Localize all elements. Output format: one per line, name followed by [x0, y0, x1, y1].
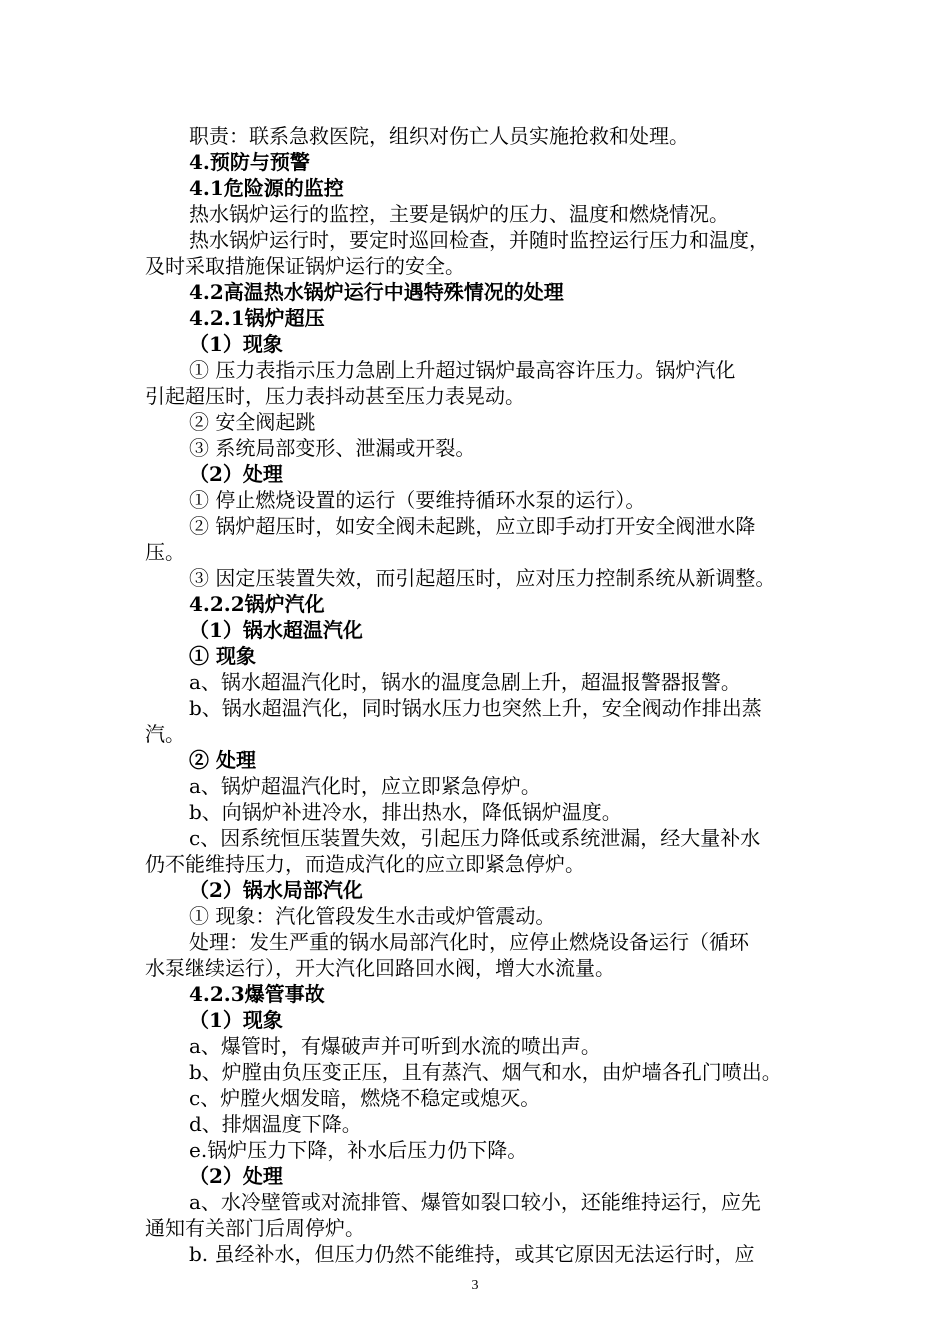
text-line: ① 停止燃烧设置的运行（要维持循环水泵的运行）。: [189, 488, 646, 512]
text-line: ③ 因定压装置失效，而引起超压时，应对压力控制系统从新调整。: [189, 566, 776, 590]
text-line: ① 现象：汽化管段发生水击或炉管震动。: [189, 904, 556, 928]
subsection-heading: （2）处理: [189, 462, 283, 486]
text-line: d、排烟温度下降。: [189, 1112, 362, 1136]
section-heading: 4.2高温热水锅炉运行中遇特殊情况的处理: [189, 280, 564, 304]
text-line: b、向锅炉补进冷水，排出热水，降低锅炉温度。: [189, 800, 622, 824]
subsection-heading: （2）处理: [189, 1164, 283, 1188]
text-line: 水泵继续运行），开大汽化回路回水阀，增大水流量。: [145, 956, 615, 980]
section-heading: 4.2.3爆管事故: [189, 982, 325, 1006]
subsection-heading: （1）锅水超温汽化: [189, 618, 363, 642]
subsection-heading: （1）现象: [189, 332, 283, 356]
text-line: b. 虽经补水，但压力仍然不能维持，或其它原因无法运行时，应: [189, 1242, 755, 1266]
section-heading: 4.2.2锅炉汽化: [189, 592, 325, 616]
text-line: e.锅炉压力下降，补水后压力仍下降。: [189, 1138, 528, 1162]
text-line: 仍不能维持压力，而造成汽化的应立即紧急停炉。: [145, 852, 585, 876]
section-heading: 4.1危险源的监控: [189, 176, 344, 200]
text-line: a、锅水超温汽化时，锅水的温度急剧上升，超温报警器报警。: [189, 670, 741, 694]
text-line: ② 安全阀起跳: [189, 410, 316, 434]
text-line: 通知有关部门后周停炉。: [145, 1216, 365, 1240]
text-line: 引起超压时，压力表抖动甚至压力表晃动。: [145, 384, 525, 408]
text-line: a、水冷壁管或对流排管、爆管如裂口较小，还能维持运行，应先: [189, 1190, 761, 1214]
text-line: c、炉膛火烟发暗，燃烧不稳定或熄灭。: [189, 1086, 541, 1110]
page-number: 3: [471, 1278, 479, 1293]
text-line: a、爆管时，有爆破声并可听到水流的喷出声。: [189, 1034, 601, 1058]
text-line: ① 压力表指示压力急剧上升超过锅炉最高容许压力。锅炉汽化: [189, 358, 736, 382]
subsection-heading: ② 处理: [189, 748, 256, 772]
text-line: c、因系统恒压装置失效，引起压力降低或系统泄漏，经大量补水: [189, 826, 761, 850]
subsection-heading: （1）现象: [189, 1008, 283, 1032]
text-line: 汽。: [145, 722, 185, 746]
text-line: b、炉膛由负压变正压，且有蒸汽、烟气和水，由炉墙各孔门喷出。: [189, 1060, 782, 1084]
text-line: b、锅水超温汽化，同时锅水压力也突然上升，安全阀动作排出蒸: [189, 696, 762, 720]
subsection-heading: （2）锅水局部汽化: [189, 878, 363, 902]
text-line: 压。: [145, 540, 185, 564]
text-line: a、锅炉超温汽化时，应立即紧急停炉。: [189, 774, 541, 798]
text-line: 及时采取措施保证锅炉运行的安全。: [145, 254, 465, 278]
section-heading: 4.预防与预警: [189, 150, 310, 174]
text-line: 热水锅炉运行的监控，主要是锅炉的压力、温度和燃烧情况。: [189, 202, 729, 226]
subsection-heading: ① 现象: [189, 644, 256, 668]
text-line: ② 锅炉超压时，如安全阀未起跳，应立即手动打开安全阀泄水降: [189, 514, 756, 538]
section-heading: 4.2.1锅炉超压: [189, 306, 325, 330]
text-line: 职责：联系急救医院，组织对伤亡人员实施抢救和处理。: [189, 124, 689, 148]
text-line: 热水锅炉运行时，要定时巡回检查，并随时监控运行压力和温度，: [189, 228, 769, 252]
text-line: ③ 系统局部变形、泄漏或开裂。: [189, 436, 476, 460]
text-line: 处理：发生严重的锅水局部汽化时，应停止燃烧设备运行（循环: [189, 930, 749, 954]
